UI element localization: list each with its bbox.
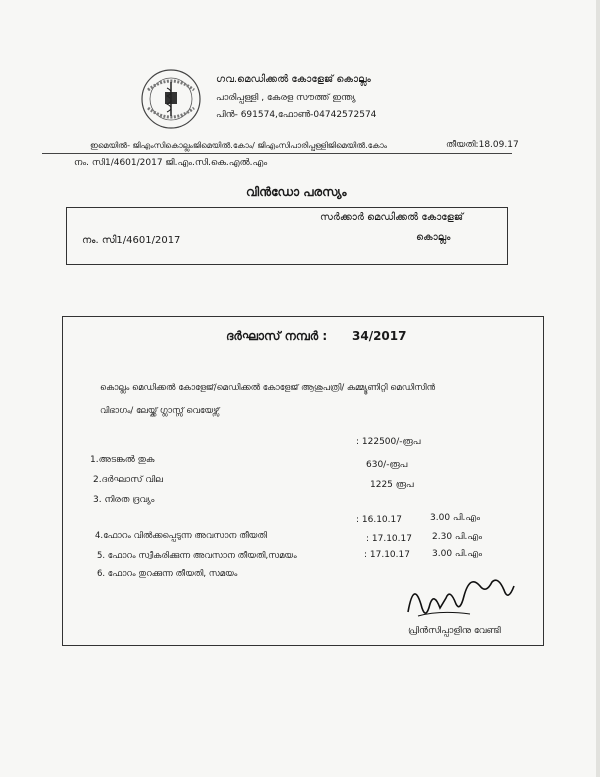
date-row-date: : 17.10.17	[364, 550, 410, 560]
college-name: ഗവ.മെഡിക്കൽ കോളേജ് കൊല്ലം	[216, 74, 371, 85]
tender-number: 34/2017	[352, 329, 407, 343]
item-value: 630/-രൂപ	[366, 460, 408, 470]
date-row-label: 6. ഫോറം തുറക്കുന്ന തീയതി, സമയം	[97, 569, 238, 579]
reference-number: നം. സി1/4601/2017	[82, 235, 181, 246]
item-value: 1225 രൂപ	[370, 480, 414, 490]
date-row-time: 3.00 പി.എം	[432, 549, 483, 559]
date-row-label: 5. ഫോറം സ്വീകരിക്കുന്ന അവസാന തീയതി,സമയം	[97, 551, 297, 561]
item-label: 2.ദർഘാസ് വില	[93, 475, 163, 485]
college-emblem-icon	[140, 68, 202, 130]
college-email: ഇമെയിൽ- ജിഎംസികൊല്ലംജിമെയിൽ.കോം/ ജിഎംസിപാരിപ്പള്ളിജിമെയിൽ.കോം	[90, 141, 388, 150]
organisation-name: സർക്കാർ മെഡിക്കൽ കോളേജ്	[320, 212, 464, 223]
organisation-place: കൊല്ലം	[416, 232, 451, 243]
header-divider	[42, 153, 512, 154]
item-value: : 122500/-രൂപ	[356, 437, 421, 447]
item-label: 1.അടങ്കൽ തുക	[90, 455, 155, 465]
letter-date: തീയതി:18.09.17	[446, 140, 519, 150]
letter-reference: നം. സി1/4601/2017 ജി.എം.സി.കെ.എൽ.എം	[74, 158, 268, 168]
tender-number-label: ദർഘാസ് നമ്പർ :	[226, 329, 328, 343]
tender-description-line1: കൊല്ലം മെഡിക്കൽ കോളേജ്/മെഡിക്കൽ കോളേജ് ആശുപത്രി/ കമ്മ്യൂണിറ്റി മെഡിസിൻ	[100, 383, 436, 393]
page-title: വിൻഡോ പരസ്യം	[246, 185, 347, 199]
signatory-label: പ്രിൻസിപ്പാളിനു വേണ്ടി	[408, 626, 501, 636]
college-pin-phone: പിൻ- 691574,ഫോൺ-04742572574	[216, 110, 377, 120]
date-row-date: : 16.10.17	[356, 515, 402, 525]
date-row-date: : 17.10.17	[366, 534, 412, 544]
item-label: 3. നിരത ദ്രവ്യം	[93, 495, 155, 505]
date-row-time: 2.30 പി.എം	[432, 532, 483, 542]
date-row-time: 3.00 പി.എം	[430, 513, 481, 523]
signature	[400, 568, 520, 628]
tender-description-line2: വിഭാഗം/ ലേയ്ക്ക് ഗ്ലാസ്സ് വെയേഴ്സ്	[100, 406, 220, 416]
date-row-label: 4.ഫോറം വിൽക്കപ്പെടുന്ന അവസാന തീയതി	[95, 531, 267, 541]
college-address: പാരിപ്പള്ളി , കേരള സൗത്ത് ഇന്ത്യ	[216, 93, 356, 103]
scan-edge	[596, 0, 600, 777]
